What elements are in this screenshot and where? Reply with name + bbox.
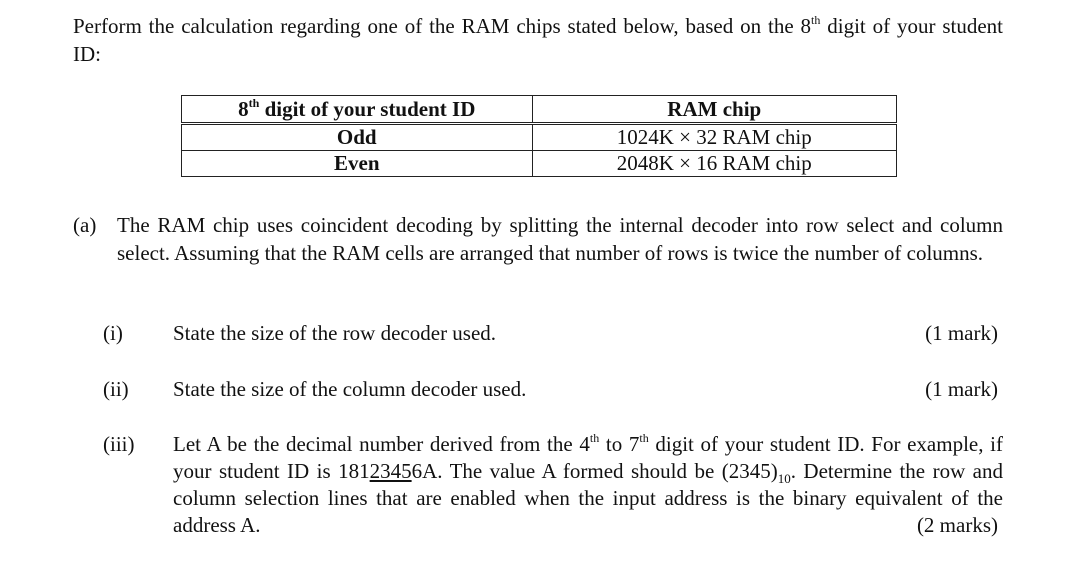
table-header-row bbox=[182, 96, 897, 124]
question-text-part: 6A. The value A formed should be (2345) bbox=[411, 459, 778, 483]
question-marks: (1 mark) bbox=[925, 321, 998, 345]
chip-cell: 1024K × 32 RAM chip bbox=[532, 124, 896, 151]
table-row bbox=[182, 124, 897, 151]
instruction-text-start: Perform the calculation regarding one of the RAM chips stated below, based on the 8 bbox=[73, 14, 812, 38]
question-marks: (2 marks) bbox=[916, 513, 998, 537]
question-i bbox=[73, 320, 1003, 347]
header-digit-label: digit of your student ID bbox=[259, 97, 476, 121]
part-a bbox=[73, 211, 1003, 267]
underlined-digits: 2345 bbox=[369, 459, 412, 483]
question-text-part: . Determine the row and column selection lines that are enabled when the input address is the binary equivalent of the address A. bbox=[173, 459, 1003, 537]
digit-cell: Odd bbox=[182, 124, 533, 151]
header-digit-number: 8 bbox=[238, 97, 249, 121]
part-a-label: (a) bbox=[73, 213, 97, 237]
question-text-part: Let A be the decimal number derived from the 4 bbox=[173, 432, 590, 456]
question-text: State the size of the column decoder used. bbox=[173, 377, 527, 401]
ram-chip-table bbox=[181, 95, 897, 177]
question-iii bbox=[73, 431, 1003, 539]
question-marks: (1 mark) bbox=[925, 377, 998, 401]
header-ram-chip: RAM chip bbox=[532, 96, 896, 124]
question-text: State the size of the row decoder used. bbox=[173, 321, 497, 345]
superscript: th bbox=[639, 431, 649, 445]
subscript-base: 10 bbox=[777, 471, 791, 487]
question-text-part: digit of your student ID. For example, if your student ID is 181 bbox=[173, 432, 1003, 483]
question-number: (ii) bbox=[103, 377, 129, 401]
header-student-id-digit bbox=[182, 96, 533, 124]
instruction-paragraph bbox=[73, 12, 1003, 68]
question-text bbox=[173, 431, 1003, 539]
digit-cell: Even bbox=[182, 151, 533, 177]
table-row bbox=[182, 151, 897, 177]
instruction-text-end: digit of your student ID: bbox=[73, 14, 1004, 66]
superscript: th bbox=[589, 431, 600, 445]
question-text-part: to 7 bbox=[599, 432, 640, 456]
part-a-text: The RAM chip uses coincident decoding by splitting the internal decoder into row select and column select. Assuming that the RAM cells are arranged that number of rows is twice the number of columns. bbox=[117, 213, 1003, 265]
chip-cell: 2048K × 16 RAM chip bbox=[532, 151, 896, 177]
instruction-superscript: th bbox=[811, 13, 821, 27]
question-number: (iii) bbox=[103, 432, 135, 456]
question-ii bbox=[73, 376, 1003, 403]
header-digit-superscript: th bbox=[248, 96, 260, 110]
question-number: (i) bbox=[103, 321, 123, 345]
